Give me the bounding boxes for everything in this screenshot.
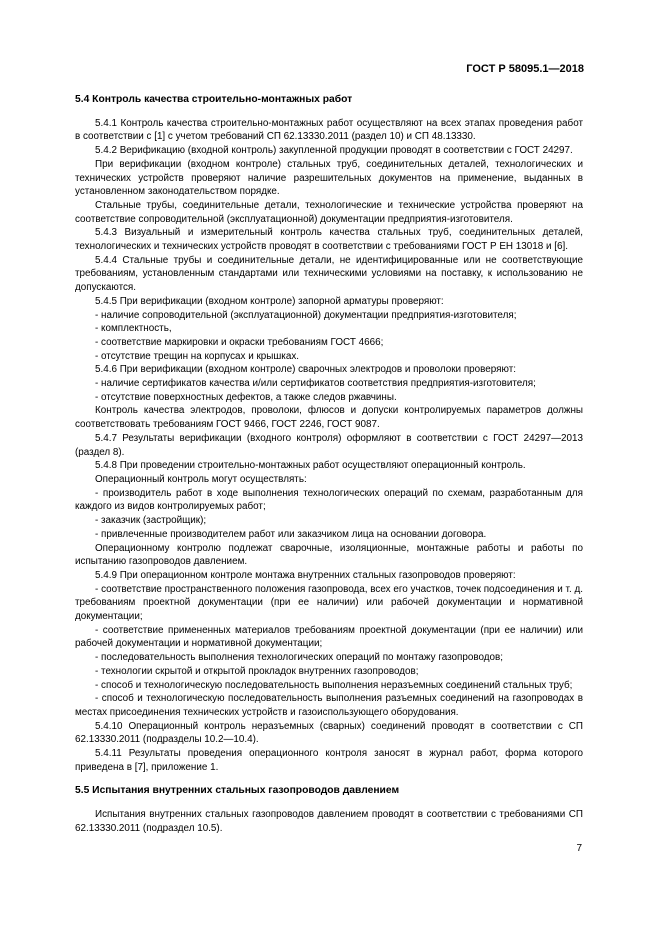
paragraph: - производитель работ в ходе выполнения технологических операций по схемам, разработанным для каждого из видов контролируемых работ; <box>75 487 583 513</box>
paragraph: - отсутствие поверхностных дефектов, а также следов ржавчины. <box>95 391 397 403</box>
paragraph: 5.4.6 При верификации (входном контроле) сварочных электродов и проволоки проверяют: <box>95 364 516 376</box>
paragraph: - последовательность выполнения технологических операций по монтажу газопроводов; <box>95 652 503 664</box>
paragraph: - технологии скрытой и открытой прокладок внутренних газопроводов; <box>95 665 419 677</box>
paragraph: - соответствие примененных материалов требованиям проектной документации (при ее наличии) или рабочей документации и нормативной документации; <box>75 624 583 650</box>
paragraph: - комплектность, <box>95 323 172 335</box>
paragraph: 5.4.2 Верификацию (входной контроль) закупленной продукции проводят в соответствии с ГОСТ 24297. <box>95 145 573 157</box>
paragraph: - отсутствие трещин на корпусах и крышках. <box>95 350 299 362</box>
paragraph: - способ и технологическую последовательность выполнения неразъемных соединений стальных труб; <box>95 679 573 691</box>
paragraph: - привлеченные производителем работ или заказчиком лица на основании договора. <box>95 528 487 540</box>
section-5-4-body <box>75 117 583 775</box>
section-heading-5-5: 5.5 Испытания внутренних стальных газопроводов давлением <box>75 785 400 797</box>
paragraph: - заказчик (застройщик); <box>95 515 207 527</box>
paragraph: 5.4.4 Стальные трубы и соединительные детали, не идентифицированные или не соответствующие требованиям, установленным стандартами или техническими условиями на поставку, к использованию не допускаются. <box>75 254 583 294</box>
paragraph: - соответствие пространственного положения газопровода, всех его участков, точек подсоединения и т. д. требованиям проектной документации (при ее наличии) или рабочей документации и нормативной документации; <box>75 583 583 623</box>
paragraph: 5.4.5 При верификации (входном контроле) запорной арматуры проверяют: <box>95 295 444 307</box>
section-heading-5-4: 5.4 Контроль качества строительно-монтажных работ <box>75 94 353 105</box>
paragraph: Операционному контролю подлежат сварочные, изоляционные, монтажные работы и работы по испытанию газопроводов давлением. <box>75 542 583 568</box>
paragraph: - способ и технологическую последовательность выполнения разъемных соединений на газопроводах в местах присоединения технических устройств и газоиспользующего оборудования. <box>75 693 583 718</box>
paragraph: 5.4.1 Контроль качества строительно-монтажных работ осуществляют на всех этапах проведения работ в соответствии с [1] с учетом требований СП 62.13330.2011 (раздел 10) и СП 48.13330. <box>75 117 583 143</box>
paragraph: - наличие сопроводительной (эксплуатационной) документации предприятия-изготовителя; <box>95 309 517 321</box>
paragraph: Испытания внутренних стальных газопроводов давлением проводят в соответствии с требованиями СП 62.13330.2011 (подраздел 10.5). <box>75 809 583 834</box>
document-body <box>75 93 583 836</box>
paragraph: Стальные трубы, соединительные детали, технологические и технические устройства проверяют на соответствие сопроводительной (эксплуатационной) документации предприятия-изготовителя. <box>75 199 583 225</box>
paragraph: - соответствие маркировки и окраски требованиям ГОСТ 4666; <box>95 336 384 348</box>
paragraph: 5.4.8 При проведении строительно-монтажных работ осуществляют операционный контроль. <box>95 460 526 472</box>
paragraph: 5.4.11 Результаты проведения операционного контроля заносят в журнал работ, форма которого приведена в [7], приложение 1. <box>75 748 583 773</box>
section-5-5-body <box>75 808 583 835</box>
paragraph: - наличие сертификатов качества и/или сертификатов соответствия предприятия-изготовителя; <box>95 378 536 390</box>
paragraph: 5.4.3 Визуальный и измерительный контроль качества стальных труб, соединительных деталей, технологических и технических устройств проводят в соответствии с требованиями ГОСТ Р ЕН 13018 и [6]. <box>75 227 583 253</box>
paragraph: Операционный контроль могут осуществлять: <box>95 473 307 485</box>
document-code-header: ГОСТ Р 58095.1—2018 <box>466 63 584 75</box>
paragraph: 5.4.9 При операционном контроле монтажа внутренних стальных газопроводов проверяют: <box>95 569 516 581</box>
paragraph: Контроль качества электродов, проволоки, флюсов и допуски контролируемых параметров должны соответствовать требованиям ГОСТ 9466, ГОСТ 2246, ГОСТ 9087. <box>75 405 583 431</box>
page-number: 7 <box>576 843 582 854</box>
paragraph: При верификации (входном контроле) стальных труб, соединительных деталей, технологических и технических устройств проверяют наличие разрешительных документов на применение, выданных в установленном законодательством порядке. <box>75 158 583 198</box>
paragraph: 5.4.10 Операционный контроль неразъемных (сварных) соединений проводят в соответствии с СП 62.13330.2011 (подразделы 10.2—10.4). <box>75 720 583 746</box>
paragraph: 5.4.7 Результаты верификации (входного контроля) оформляют в соответствии с ГОСТ 24297—2013 (раздел 8). <box>75 432 583 458</box>
